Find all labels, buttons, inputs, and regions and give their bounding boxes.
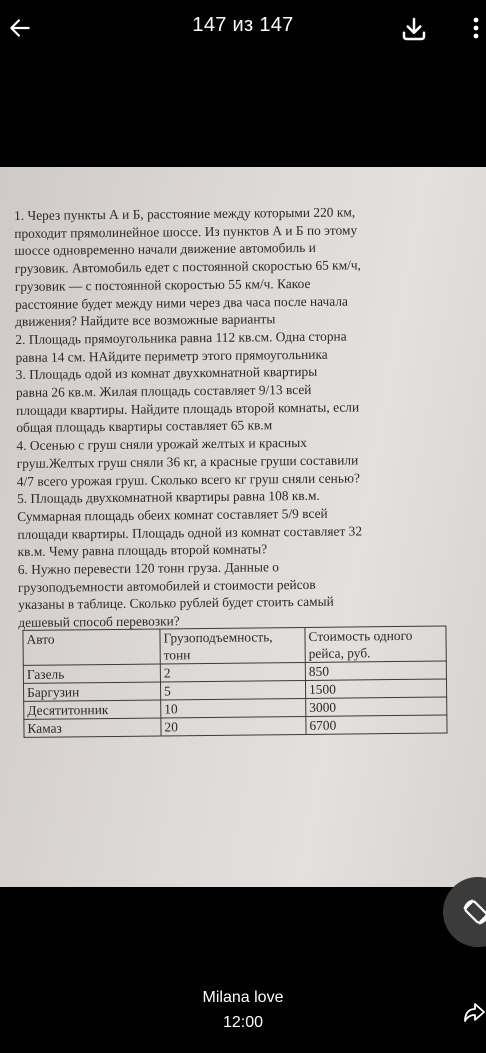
table-header-row [23,626,446,665]
table-cell: Баргузин [23,682,160,701]
share-icon [462,1000,486,1028]
screen-rotate-icon [461,897,486,927]
document-text [14,202,452,737]
document-line: 1. Через пункты А и Б, расстояние между которыми 220 км, [14,204,356,223]
document-line: равна 14 см. НАйдите периметр этого прямоугольника [15,346,328,365]
table-header-cell: Стоимость одного рейса, руб. [305,626,446,662]
document-line: дешевый способ перевозки? [18,613,180,631]
rotate-screen-button[interactable] [443,877,486,947]
table-header-cell: Грузоподъемность, тонн [160,627,305,664]
document-line: расстояние будет между ними через два часа после начала [14,293,349,312]
download-icon [399,14,429,44]
document-line: грузоподъемности автомобилей и стоимости рейсов [17,576,316,595]
document-line: шоссе одновременно начали движение автомобиль и [14,240,316,259]
table-row [24,715,447,737]
document-line: указаны в таблице. Сколько рублей будет стоить самый [18,594,334,613]
more-options-button[interactable] [468,12,484,44]
viewer-toolbar [0,0,486,60]
share-button[interactable] [462,1000,486,1028]
more-vertical-icon [473,17,479,39]
document-line: площади квартиры. Найдите площадь второй комнаты, если [16,399,360,418]
table-cell: 850 [305,661,446,680]
document-line: 6. Нужно перевести 120 тонн груза. Данные о [17,559,280,578]
table-cell: 5 [160,680,305,700]
document-line: 4. Осенью с груш сняли урожай желтых и красных [16,435,307,454]
table-cell: Камаз [24,718,161,737]
document-line: равна 26 кв.м. Жилая площадь составляет 9/13 всей [15,381,312,401]
document-line: 2. Площадь прямоугольника равна 112 кв.см. Одна сторна [15,328,347,347]
document-line: грузовик — с постоянной скоростью 55 км/ч. Какое [14,275,311,294]
table-cell: 2 [160,662,305,682]
document-line: проходит прямолинейное шоссе. Из пунктов А и Б по этому [14,222,358,241]
table-cell: 10 [161,698,306,718]
document-line: кв.м. Чему равна площадь второй комнаты? [17,541,268,560]
document-line: 3. Площадь одой из комнат двухкомнатной квартиры [15,364,318,383]
document-line: Суммарная площадь обеих комнат составляет 5/9 всей [17,505,328,524]
document-line: движения? Найдите все возможные варианты [15,311,276,330]
document-line: 4/7 всего урожая груш. Сколько всего кг груш сняли сенью? [16,469,360,489]
photo-image[interactable] [0,167,486,887]
document-line: площади квартиры. Площадь одной из комнат составляет 32 [17,523,363,542]
table-cell: Газель [23,664,160,683]
message-time: 12:00 [222,1014,264,1031]
document-line: 5. Площадь двухкомнатной квартиры равна 108 кв.м. [16,488,320,507]
table-header-cell: Авто [23,629,160,665]
document-line: грузовик. Автомобиль едет с постоянной скоростью 65 км/ч, [14,257,362,277]
table-cell: 3000 [306,697,447,716]
transport-table [22,625,447,737]
document-line: груш.Желтых груш сняли 36 кг, а красные груши составили [16,452,359,471]
table-cell: 1500 [305,679,446,698]
table-cell: 20 [161,716,306,736]
table-cell: Десятитонник [24,700,161,719]
sender-name: Milana love [202,989,284,1006]
download-button[interactable] [397,12,431,46]
media-counter: 147 из 147 [192,14,294,36]
table-cell: 6700 [306,715,447,734]
document-line: общая площадь квартиры составляет 65 кв.м [16,417,273,436]
